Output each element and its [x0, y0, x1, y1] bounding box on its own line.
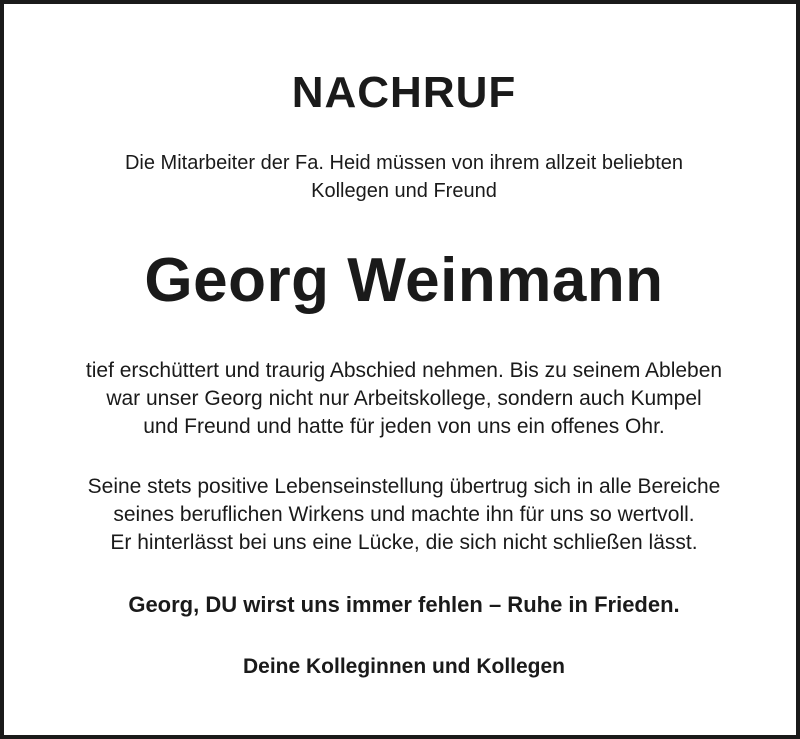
paragraph-line: Seine stets positive Lebenseinstellung übertrug sich in alle Bereiche — [87, 475, 721, 498]
paragraph-line: seines beruflichen Wirkens und machte ihn für uns so wertvoll. — [113, 503, 695, 526]
deceased-name: Georg Weinmann — [144, 246, 664, 315]
intro-line: Die Mitarbeiter der Fa. Heid müssen von ihrem allzeit beliebten — [124, 152, 684, 174]
paragraph-tribute — [4, 473, 800, 557]
paragraph-line: war unser Georg nicht nur Arbeitskollege, sondern auch Kumpel — [106, 387, 702, 410]
notice-heading: NACHRUF — [291, 68, 517, 117]
intro-text — [4, 149, 800, 205]
paragraph-line: tief erschüttert und traurig Abschied nehmen. Bis zu seinem Ableben — [85, 359, 723, 382]
paragraph-line: Er hinterlässt bei uns eine Lücke, die sich nicht schließen lässt. — [110, 531, 698, 554]
paragraph-farewell — [4, 357, 800, 441]
paragraph-line: und Freund und hatte für jeden von uns ein offenes Ohr. — [143, 415, 665, 438]
closing-line: Georg, DU wirst uns immer fehlen – Ruhe in Frieden. — [128, 592, 680, 617]
intro-line: Kollegen und Freund — [311, 180, 497, 202]
signature: Deine Kolleginnen und Kollegen — [242, 655, 565, 678]
